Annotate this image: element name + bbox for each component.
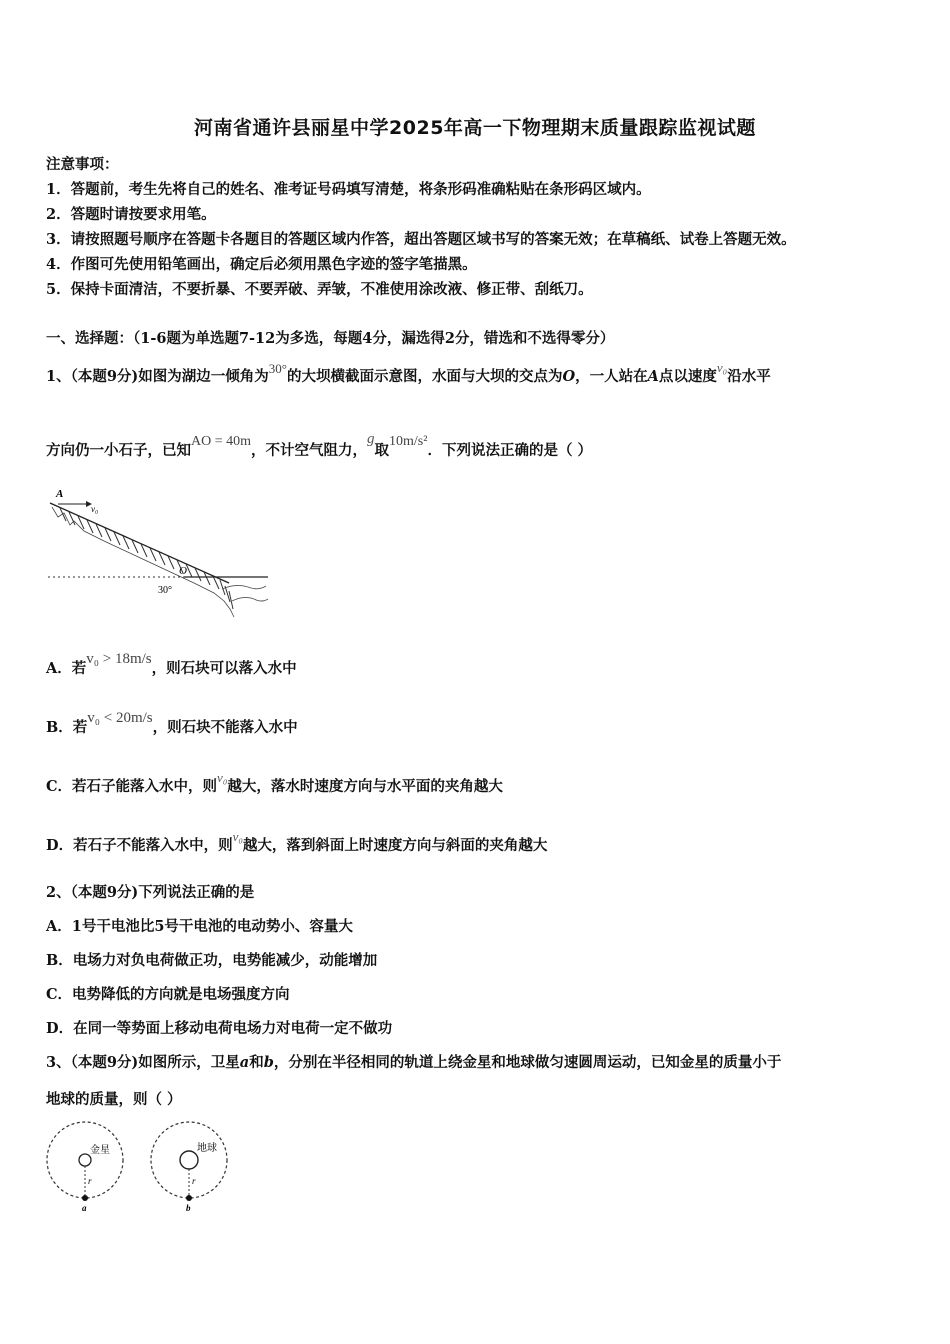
q3-text-1: 3、（本题9分)如图所示，卫星 (46, 1054, 240, 1071)
q1-g: g (367, 431, 375, 447)
q1-option-a-math: v₀ > 18m/s (86, 651, 152, 667)
q1-option-d-text: 越大，落到斜面上时速度方向与斜面的夹角越大 (242, 837, 548, 854)
q1-option-c-math: v₀ (217, 770, 228, 785)
water-wave-1 (222, 585, 266, 589)
q3-sat-b: b (263, 1054, 274, 1071)
q1-option-a (46, 651, 297, 678)
q1-option-c-text: 越大，落水时速度方向与水平面的夹角越大 (227, 778, 503, 795)
q1-text-2: 的大坝横截面示意图，水面与大坝的交点为 (287, 368, 563, 385)
q2-stem: 2、（本题9分)下列说法正确的是 (46, 884, 255, 901)
q1-stem-line2 (46, 431, 593, 460)
dam-figure (44, 483, 270, 625)
water-wave-2 (232, 597, 268, 601)
q1-point-a: A (647, 368, 659, 385)
fig-label-o: O (179, 565, 187, 577)
q1-text-5: 沿水平 (727, 368, 771, 385)
dam-slope-line (50, 503, 229, 583)
q2-option-a: A．1号干电池比5号干电池的电动势小、容量大 (46, 918, 353, 935)
q1-angle: 30° (268, 361, 287, 376)
notice-item-1: 1．答题前，考生先将自己的姓名、准考证号码填写清楚，将条形码准确粘贴在条形码区域内。 (46, 181, 651, 198)
q1-option-b-label: B．若 (46, 719, 88, 736)
planet-label-earth: 地球 (197, 1143, 217, 1154)
notice-item-2: 2．答题时请按要求用笔。 (46, 206, 216, 223)
q1-point-o: O (562, 368, 576, 385)
q1-text-6: 方向仍一小石子，已知 (46, 442, 191, 459)
q1-text-8: 取 (374, 442, 390, 459)
q1-v0: v₀ (716, 360, 728, 375)
dam-inner-edge (52, 507, 234, 617)
dam-hatching (60, 508, 233, 609)
q2-option-d: D．在同一等势面上移动电荷电场力对电荷一定不做功 (46, 1020, 393, 1037)
q1-text-7: ，不计空气阻力， (251, 442, 368, 459)
fig-label-angle: 30° (158, 585, 172, 596)
satellite-a (82, 1195, 88, 1201)
planet-label-venus: 金星 (90, 1145, 110, 1156)
orbit-figure (42, 1118, 242, 1214)
satellite-b (186, 1195, 192, 1201)
planet-earth (180, 1151, 198, 1169)
sat-label-a: a (82, 1203, 87, 1213)
page-title: 河南省通许县丽星中学2025年高一下物理期末质量跟踪监视试题 (194, 117, 756, 139)
q1-text-1: 1、（本题9分)如图为湖边一倾角为 (46, 368, 269, 385)
q1-option-a-label: A．若 (46, 660, 87, 677)
q1-option-b-math: v₀ < 20m/s (87, 710, 153, 726)
notice-item-4: 4．作图可先使用铅笔画出，确定后必须用黑色字迹的签字笔描黑。 (46, 256, 477, 273)
notice-item-5: 5．保持卡面清洁，不要折暴、不要弄破、弄皱，不准使用涂改液、修正带、刮纸刀。 (46, 281, 593, 298)
fig-label-a: A (56, 488, 64, 500)
q1-option-b (46, 710, 298, 737)
q2-option-b: B．电场力对负电荷做正功，电势能减少，动能增加 (46, 952, 378, 969)
q1-option-b-text: ，则石块不能落入水中 (152, 719, 298, 736)
q1-text-3: ，一人站在 (575, 368, 648, 385)
fig-label-v0: v₀ (91, 504, 99, 514)
notice-heading: 注意事项： (46, 156, 119, 173)
q1-ao: AO = 40m (191, 434, 252, 449)
q2-option-c: C．电势降低的方向就是电场强度方向 (46, 986, 290, 1003)
q1-option-d (46, 829, 548, 855)
q1-stem-line1 (46, 360, 771, 386)
section-heading: 一、选择题：（1-6题为单选题7-12为多选，每题4分，漏选得2分，错选和不选得零分） (46, 330, 615, 347)
q3-text-and: 和 (249, 1054, 264, 1071)
q1-option-d-math: v₀ (232, 829, 243, 844)
q1-option-c (46, 770, 503, 796)
radius-label-right: r (192, 1176, 196, 1186)
q1-text-4: 点以速度 (658, 368, 717, 385)
radius-label-left: r (88, 1176, 92, 1186)
q1-option-a-text: ，则石块可以落入水中 (151, 660, 297, 677)
q3-stem-line2: 地球的质量，则（ ） (46, 1091, 182, 1108)
q1-option-c-label: C．若石子能落入水中，则 (46, 778, 218, 795)
q1-text-9: ．下列说法正确的是（ ） (427, 442, 593, 459)
q3-sat-a: a (239, 1054, 250, 1071)
q3-stem-line1 (46, 1051, 781, 1072)
q1-option-d-label: D．若石子不能落入水中，则 (46, 837, 233, 854)
notice-item-3: 3．请按照题号顺序在答题卡各题目的答题区域内作答，超出答题区域书写的答案无效；在草稿纸、试卷上答题无效。 (46, 231, 796, 248)
sat-label-b: b (186, 1203, 191, 1213)
q3-text-2: ，分别在半径相同的轨道上绕金星和地球做匀速圆周运动，已知金星的质量小于 (273, 1054, 782, 1071)
q1-g-value: 10m/s² (389, 434, 428, 449)
